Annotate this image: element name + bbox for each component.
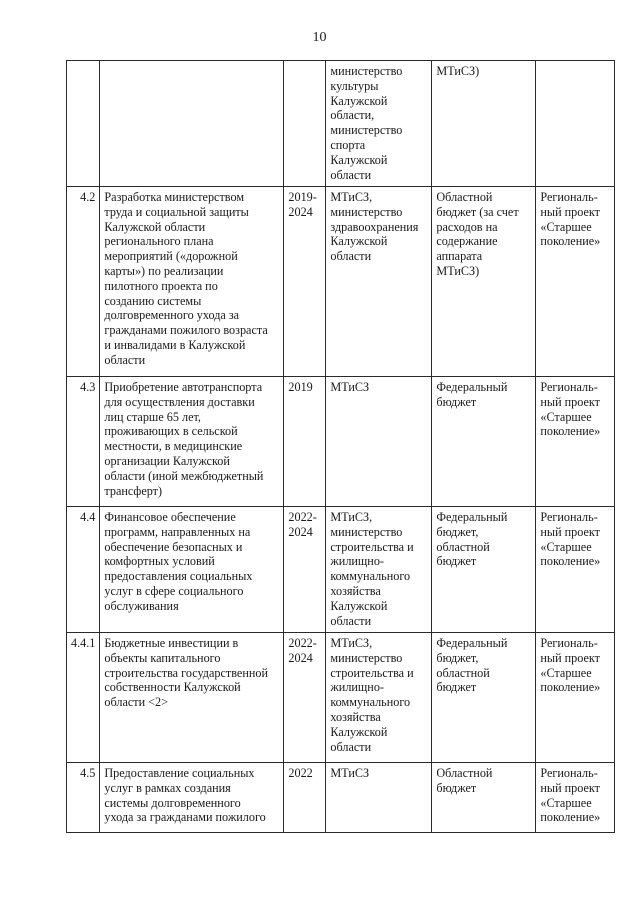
period-cell: 2022- 2024 [284,633,326,763]
executors-cell: МТиСЗ, министерство строительства и жилищно- коммунального хозяйства Калужской области [326,507,432,633]
funding-cell: Областной бюджет [432,763,536,833]
row-number-cell: 4.4 [67,507,100,633]
executors-cell: МТиСЗ [326,763,432,833]
project-cell [536,61,615,187]
period-cell: 2022 [284,763,326,833]
funding-cell: Федеральный бюджет [432,377,536,507]
activity-cell: Предоставление социальных услуг в рамках создания системы долговременного ухода за гражданами пожилого [100,763,284,833]
project-cell: Региональ- ный проект «Старшее поколение» [536,377,615,507]
funding-cell: Областной бюджет (за счет расходов на содержание аппарата МТиСЗ) [432,187,536,377]
table-row [67,763,615,833]
table-row [67,61,615,187]
table-row [67,633,615,763]
period-cell: 2022- 2024 [284,507,326,633]
table-row [67,507,615,633]
row-number-cell: 4.2 [67,187,100,377]
executors-cell: МТиСЗ, министерство строительства и жилищно- коммунального хозяйства Калужской области [326,633,432,763]
funding-cell: Федеральный бюджет, областной бюджет [432,507,536,633]
executors-cell: министерство культуры Калужской области, министерство спорта Калужской области [326,61,432,187]
activity-cell [100,61,284,187]
row-number-cell: 4.5 [67,763,100,833]
activity-cell: Бюджетные инвестиции в объекты капитального строительства государственной собственности Калужской области <2> [100,633,284,763]
row-number-cell [67,61,100,187]
project-cell: Региональ- ный проект «Старшее поколение» [536,633,615,763]
activity-cell: Разработка министерством труда и социальной защиты Калужской области регионального плана мероприятий («дорожной карты») по реализации пилотного проекта по созданию системы долговременного ухода за гражданами пожилого возраста и инвалидами в Калужской области [100,187,284,377]
funding-cell: МТиСЗ) [432,61,536,187]
measures-table [66,60,615,833]
funding-cell: Федеральный бюджет, областной бюджет [432,633,536,763]
executors-cell: МТиСЗ, министерство здравоохранения Калужской области [326,187,432,377]
row-number-cell: 4.3 [67,377,100,507]
period-cell [284,61,326,187]
activity-cell: Приобретение автотранспорта для осуществления доставки лиц старше 65 лет, проживающих в сельской местности, в медицинские организации Калужской области (иной межбюджетный трансферт) [100,377,284,507]
executors-cell: МТиСЗ [326,377,432,507]
activity-cell: Финансовое обеспечение программ, направленных на обеспечение безопасных и комфортных условий предоставления социальных услуг в сфере социального обслуживания [100,507,284,633]
period-cell: 2019- 2024 [284,187,326,377]
project-cell: Региональ- ный проект «Старшее поколение» [536,507,615,633]
project-cell: Региональ- ный проект «Старшее поколение» [536,187,615,377]
table-row [67,187,615,377]
project-cell: Региональ- ный проект «Старшее поколение» [536,763,615,833]
page-number: 10 [312,30,327,45]
row-number-cell: 4.4.1 [67,633,100,763]
table-row [67,377,615,507]
period-cell: 2019 [284,377,326,507]
